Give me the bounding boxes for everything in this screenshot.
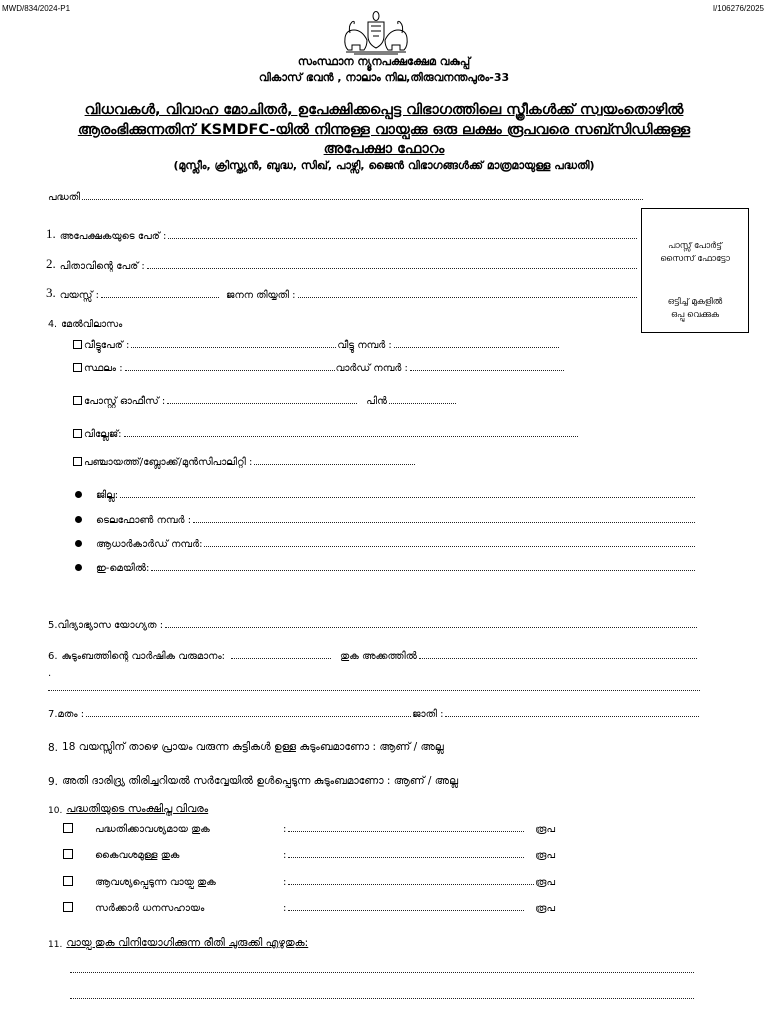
loan-usage-label: വായ്പ തുക വിനിയോഗിക്കുന്ന രീതി ചുരുക്കി എഴുതുക:	[66, 937, 309, 949]
currency-unit: രൂപ	[535, 903, 555, 914]
email-row	[75, 563, 696, 574]
colon: :	[283, 877, 287, 888]
form-title-line-1: വിധവകൾ, വിവാഹ മോചിതർ, ഉപേക്ഷിക്കപ്പെട്ട വിഭാഗത്തിലെ സ്ത്രീകൾക്ക് സ്വയംതൊഴിൽ	[84, 102, 684, 118]
district-label: ജില്ല:	[96, 490, 119, 501]
item-number: 9.	[48, 776, 59, 788]
loan-amount-blank	[288, 884, 534, 885]
village-row	[73, 429, 579, 440]
stray-dot: .	[48, 668, 52, 679]
address-label: മേൽവിലാസം	[61, 319, 123, 330]
phone-label: ടെലഫോൺ നമ്പർ :	[96, 515, 192, 526]
pin-blank	[389, 403, 456, 404]
ward-number-blank	[410, 370, 564, 371]
district-row	[75, 490, 696, 501]
loan-usage-blank-line-2	[70, 998, 694, 999]
item-number: 1.	[46, 226, 56, 241]
children-question-label: 18 വയസ്സിന് താഴെ പ്രായം വരുന്ന കുട്ടികൾ ഉള്ള കുടുംബമാണോ : ആണ് / അല്ല	[62, 741, 444, 753]
government-aid-row	[63, 902, 555, 914]
education-row	[48, 620, 698, 631]
project-cost-blank	[288, 831, 524, 832]
district-blank	[120, 497, 695, 498]
bullet-icon	[75, 540, 82, 547]
colon: :	[283, 903, 287, 914]
currency-unit: രൂപ	[535, 850, 555, 861]
currency-unit: രൂപ	[535, 877, 555, 888]
passport-photo-box	[641, 208, 749, 333]
father-name-blank	[147, 268, 637, 269]
applicant-name-row	[46, 226, 638, 242]
caste-label: ജാതി :	[412, 709, 444, 720]
item-number: 8.	[48, 742, 59, 754]
poverty-question-label: അതി ദാരിദ്ര്യ തിരിച്ചറിയൽ സർവ്വേയിൽ ഉൾപ്പെടുന്ന കുടുംബമാണോ : ആണ് / അല്ല	[62, 775, 459, 787]
item-number: 4.	[48, 319, 58, 330]
eligibility-note: (മുസ്ലീം, ക്രിസ്ത്യൻ, ബുദ്ധ, സിഖ്, പാഴ്സി, ജൈൻ വിഭാഗങ്ങൾക്ക് മാത്രമായുള്ള പദ്ധതി)	[173, 159, 595, 172]
item-number: 10.	[48, 806, 63, 816]
panchayat-blank	[254, 464, 415, 465]
religion-label: 7.മതം :	[48, 709, 85, 720]
loan-usage-heading	[48, 937, 308, 950]
village-blank	[124, 436, 578, 437]
income-continuation-blank	[48, 690, 700, 691]
village-label: വില്ലേജ്:	[84, 429, 122, 440]
income-words-blank	[231, 658, 331, 659]
project-cost-label: പദ്ധതിക്കാവശ്യമായ തുക	[95, 824, 210, 835]
poverty-question-row	[48, 775, 458, 788]
item-number: 6.	[48, 651, 58, 662]
aadhaar-label: ആധാർകാർഡ് നമ്പർ:	[96, 539, 203, 550]
scheme-row	[48, 192, 644, 203]
house-number-blank	[394, 347, 559, 348]
post-office-label: പോസ്റ്റ് ഓഫീസ് :	[84, 396, 166, 407]
age-dob-row	[46, 285, 638, 301]
loan-usage-blank-line-1	[70, 972, 694, 973]
photo-box-text-4: ഒപ്പു വെക്കുക	[670, 310, 720, 320]
checkbox-icon	[73, 340, 82, 349]
item-number: 3.	[46, 285, 56, 300]
caste-blank	[445, 716, 699, 717]
checkbox-icon	[63, 849, 73, 859]
currency-unit: രൂപ	[535, 824, 555, 835]
post-office-blank	[167, 403, 357, 404]
aadhaar-blank	[204, 546, 695, 547]
panchayat-row	[73, 457, 416, 468]
education-label: 5.വിദ്യാഭ്യാസ യോഗ്യത :	[48, 620, 164, 631]
post-office-row	[73, 396, 457, 407]
checkbox-icon	[63, 902, 73, 912]
age-blank	[101, 297, 219, 298]
religion-caste-row	[48, 709, 700, 720]
loan-amount-row	[63, 876, 555, 888]
applicant-name-blank	[168, 238, 637, 239]
income-figures-label: തുക അക്കത്തിൽ	[340, 651, 417, 662]
age-label: വയസ്സ് :	[59, 290, 100, 301]
own-funds-label: കൈവശമുള്ള തുക	[95, 850, 180, 861]
panchayat-label: പഞ്ചായത്ത്/ബ്ലോക്ക്/മുൻസിപാലിറ്റി :	[84, 457, 253, 468]
house-name-label: വീട്ടുപേര് :	[84, 340, 130, 351]
bullet-icon	[75, 564, 82, 571]
project-cost-row	[63, 823, 555, 835]
government-aid-blank	[288, 910, 524, 911]
item-number: 11.	[48, 940, 63, 950]
bullet-icon	[75, 516, 82, 523]
ward-number-label: വാർഡ് നമ്പർ :	[335, 363, 408, 374]
item-number: 2.	[46, 256, 56, 271]
children-question-row	[48, 741, 444, 754]
house-number-label: വീട്ടു നമ്പർ :	[337, 340, 392, 351]
photo-box-text-1: പാസ്സ് പോർട്ട്	[668, 241, 722, 251]
phone-row	[75, 515, 696, 526]
department-address: വികാസ് ഭവൻ , നാലാം നില,തിരുവനന്തപുരം-33	[258, 71, 510, 84]
address-heading	[48, 319, 122, 330]
government-aid-label: സർക്കാർ ധനസഹായം	[95, 903, 205, 914]
scheme-blank	[82, 199, 643, 200]
department-name: സംസ്ഥാന ന്യൂനപക്ഷക്ഷേമ വകുപ്പ്	[297, 55, 471, 68]
project-summary-heading	[48, 803, 208, 816]
place-blank	[125, 370, 335, 371]
checkbox-icon	[63, 823, 73, 833]
photo-box-text-3: ഒട്ടിച്ച് മുകളിൽ	[667, 297, 723, 307]
checkbox-icon	[73, 457, 82, 466]
checkbox-icon	[73, 429, 82, 438]
father-name-row	[46, 256, 638, 272]
own-funds-blank	[288, 857, 524, 858]
income-row	[48, 651, 698, 662]
phone-blank	[193, 522, 695, 523]
email-blank	[151, 570, 695, 571]
income-label: കുടുംബത്തിന്റെ വാർഷിക വരുമാനം:	[61, 651, 226, 662]
bullet-icon	[75, 491, 82, 498]
house-row	[73, 340, 560, 351]
dob-label: ജനന തിയ്യതി :	[226, 290, 296, 301]
pin-label: പിൻ	[366, 396, 387, 407]
father-name-label: പിതാവിന്റെ പേര് :	[59, 261, 145, 272]
file-reference-right: I/106276/2025	[712, 4, 764, 13]
income-figures-blank	[419, 658, 697, 659]
file-reference-left: MWD/834/2024-P1	[2, 4, 71, 13]
state-emblem-icon	[340, 10, 412, 56]
checkbox-icon	[63, 876, 73, 886]
colon: :	[283, 824, 287, 835]
form-title-line-2: ആരംഭിക്കുന്നതിന് KSMDFC-യിൽ നിന്നുള്ള വായ്പക്കു ഒരു ലക്ഷം രൂപവരെ സബ്സിഡിക്കുള്ള	[77, 122, 691, 138]
form-title-line-3: അപേക്ഷാ ഫോറം	[323, 141, 445, 157]
aadhaar-row	[75, 539, 696, 550]
photo-box-text-2: സൈസ് ഫോട്ടോ	[660, 254, 730, 264]
project-summary-label: പദ്ധതിയുടെ സംക്ഷിപ്ത വിവരം	[66, 803, 209, 815]
checkbox-icon	[73, 363, 82, 372]
scheme-label: പദ്ധതി	[48, 192, 81, 203]
education-blank	[165, 627, 697, 628]
religion-blank	[86, 716, 411, 717]
checkbox-icon	[73, 396, 82, 405]
colon: :	[283, 850, 287, 861]
applicant-name-label: അപേക്ഷകയുടെ പേര് :	[59, 231, 167, 242]
email-label: ഇ-മെയിൽ:	[96, 563, 150, 574]
own-funds-row	[63, 849, 555, 861]
loan-amount-label: ആവശ്യപ്പെടുന്ന വായ്പ തുക	[95, 877, 216, 888]
dob-blank	[298, 297, 637, 298]
place-row	[73, 363, 565, 374]
place-label: സ്ഥലം :	[84, 363, 123, 374]
house-name-blank	[131, 347, 336, 348]
